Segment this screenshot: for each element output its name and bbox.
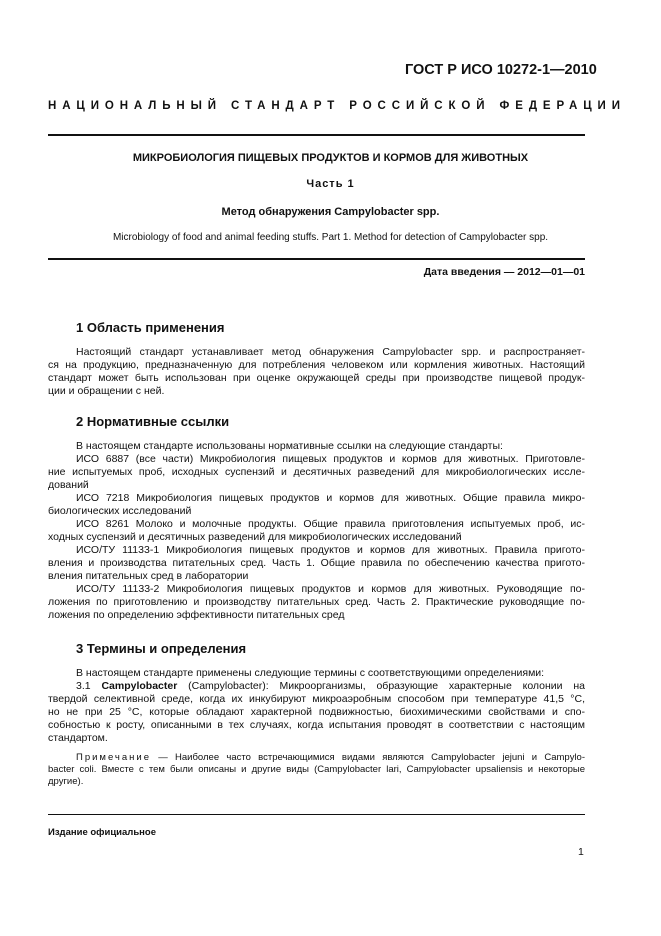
document-code: ГОСТ Р ИСО 10272-1—2010 <box>405 62 597 78</box>
title-rule <box>48 258 585 260</box>
term-definition-start: (Campylobacter): Микроорганизмы, образующие характерные колонии на <box>188 680 585 692</box>
reference-iso-7218: ИСО 7218 Микробиология пищевых продуктов и кормов для животных. Общие правила микро- <box>76 492 585 504</box>
paragraph-line: дований <box>48 479 89 491</box>
paragraph-line: ние испытуемых проб, исходных суспензий и десятичных разведений для микробиологических иссле- <box>48 466 585 478</box>
paragraph-line: В настоящем стандарте применены следующие термины с соответствующими определениями: <box>76 667 545 679</box>
note-label: Примечание <box>76 752 151 763</box>
paragraph-line: но не при 25 °С, которые обладают характерной подвижностью, биохимическими свойствами и спо- <box>48 706 585 718</box>
page-number: 1 <box>578 846 584 858</box>
reference-iso-8261: ИСО 8261 Молоко и молочные продукты. Общие правила приготовления испытуемых проб, ис- <box>76 518 585 530</box>
paragraph-line: ложения по определению эффективности питательных сред <box>48 609 345 621</box>
title-method: Метод обнаружения Campylobacter spp. <box>221 206 440 218</box>
paragraph-line: ции и обращении с ней. <box>48 385 165 397</box>
paragraph-line: вления питательных сред в лаборатории <box>48 570 249 582</box>
paragraph-line: ходных суспензий и десятичных разведений для микробиологических исследований <box>48 531 462 543</box>
reference-iso-ts-11133-1: ИСО/ТУ 11133-1 Микробиология пищевых продуктов и кормов для животных. Правила пригото- <box>76 544 585 556</box>
section-2-heading: 2 Нормативные ссылки <box>76 414 230 429</box>
paragraph-line: стандарт может быть использован при оценке окружающей среды при производстве пищевой продук- <box>48 372 585 384</box>
section-1-heading: 1 Область применения <box>76 320 225 335</box>
edition-label: Издание официальное <box>48 827 156 838</box>
paragraph-line: ся на продукцию, предназначенную для потребления человеком или кормления животных. Настоящий <box>48 359 585 371</box>
paragraph-line: Настоящий стандарт устанавливает метод обнаружения Campylobacter spp. и распространяет- <box>76 346 585 358</box>
reference-iso-6887: ИСО 6887 (все части) Микробиология пищевых продуктов и кормов для животных. Приготовле- <box>76 453 585 465</box>
paragraph-line: собностью к росту, описанными в тех случаях, когда испытания проводят в соответствии с настоящим <box>48 719 585 731</box>
title-part: Часть 1 <box>306 178 355 190</box>
paragraph-line: ложения по приготовлению и производству питательных сред. Часть 2. Практические руководящие по- <box>48 596 585 608</box>
paragraph-line: В настоящем стандарте использованы нормативные ссылки на следующие стандарты: <box>76 440 503 452</box>
term-campylobacter: Campylobacter <box>101 680 178 692</box>
term-number: 3.1 <box>76 680 91 692</box>
date-of-introduction: Дата введения — 2012—01—01 <box>423 266 585 278</box>
paragraph-line: вления и производства питательных сред. Часть 1. Общие правила по обеспечению качества пригото- <box>48 557 585 569</box>
note-line: другие). <box>48 776 84 787</box>
note-line: bacter coli. Вместе с тем были описаны и другие виды (Campylobacter lari, Campylobacter upsaliensis и некоторые <box>48 764 585 775</box>
paragraph-line: твердой селективной среде, когда их инкубируют микроаэробным способом при температуре 41,5 °С, <box>48 693 585 705</box>
footer-rule <box>48 814 585 815</box>
national-standard-banner: НАЦИОНАЛЬНЫЙ СТАНДАРТ РОССИЙСКОЙ ФЕДЕРАЦИИ <box>48 100 626 112</box>
title-english: Microbiology of food and animal feeding stuffs. Part 1. Method for detection of Campylobacter spp. <box>112 232 549 243</box>
note-text: — Наиболее часто встречающимися видами являются Campylobacter jejuni и Campylo- <box>158 752 585 763</box>
header-rule <box>48 134 585 136</box>
title-main: МИКРОБИОЛОГИЯ ПИЩЕВЫХ ПРОДУКТОВ И КОРМОВ ДЛЯ ЖИВОТНЫХ <box>132 152 529 164</box>
paragraph-line: стандартом. <box>48 732 108 744</box>
term-definition-line <box>76 680 585 693</box>
section-3-heading: 3 Термины и определения <box>76 641 247 656</box>
paragraph-line: биологических исследований <box>48 505 192 517</box>
reference-iso-ts-11133-2: ИСО/ТУ 11133-2 Микробиология пищевых продуктов и кормов для животных. Руководящие по- <box>76 583 585 595</box>
